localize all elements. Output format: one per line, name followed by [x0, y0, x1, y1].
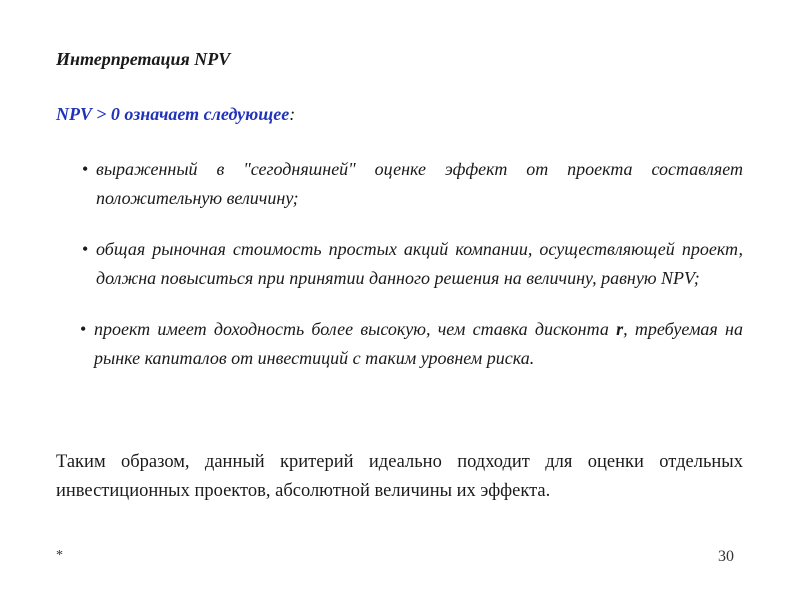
bullet-text-start: проект имеет доходность более высокую, чем ставка дисконта: [94, 319, 617, 339]
bullet-dot-icon: •: [82, 159, 89, 179]
footer-marker: *: [56, 548, 63, 563]
subtitle-text: NPV > 0 означает следующее: [56, 104, 290, 124]
bullet-dot-icon: •: [80, 319, 87, 339]
conclusion-paragraph: Таким образом, данный критерий идеально подходит для оценки отдельных инвестиционных проектов, абсолютной величины их эффекта.: [56, 452, 743, 501]
bullet-item-market-value: [84, 235, 743, 293]
bullet-dot-icon: •: [82, 239, 89, 259]
subtitle-colon: :: [289, 104, 296, 124]
bullet-list: [80, 155, 743, 395]
bullet-text: выраженный в "сегодняшней" оценке эффект от проекта составляет положительную величину;: [96, 159, 743, 208]
bullet-text: общая рыночная стоимость простых акций компании, осуществляющей проект, должна повыситься при принятии данного решения на величину, равную NPV;: [96, 239, 743, 288]
bullet-text-end: , требуемая на рынке капиталов от инвестиций с таким уровнем риска.: [94, 319, 743, 368]
bullet-item-return-rate: [82, 315, 743, 373]
bullet-item-positive-effect: [84, 155, 743, 213]
slide-subtitle: [56, 104, 295, 125]
page-number: 30: [718, 548, 734, 565]
slide-title: Интерпретация NPV: [56, 49, 231, 69]
discount-rate-term: r: [616, 319, 624, 339]
